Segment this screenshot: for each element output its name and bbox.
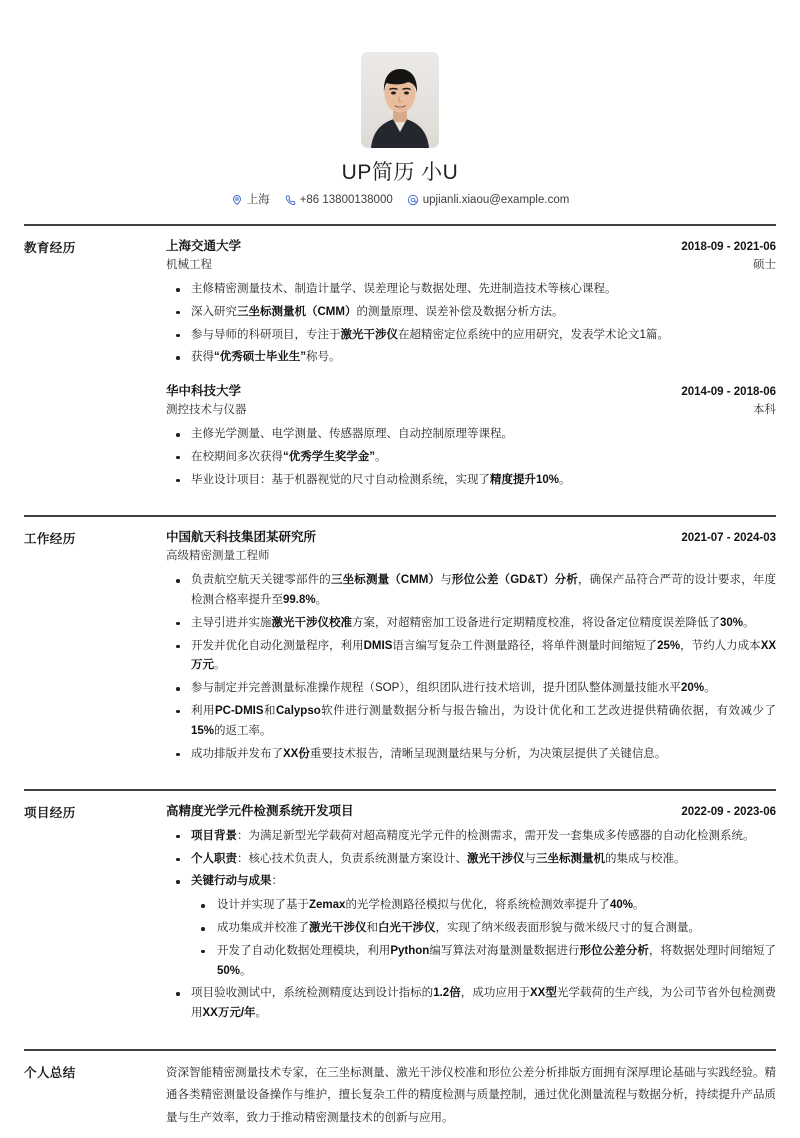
entry-title: 上海交通大学 [166, 239, 242, 254]
contact-bar [24, 194, 776, 206]
bullet-item: 毕业设计项目：基于机器视觉的尺寸自动检测系统，实现了精度提升10%。 [166, 471, 776, 491]
sub-bullet-list [191, 896, 776, 981]
contact-email [407, 194, 570, 206]
entry-subhead [166, 257, 776, 274]
entry-role: 测控技术与仪器 [166, 403, 247, 416]
entry-subhead [166, 548, 776, 565]
section-1 [24, 515, 776, 776]
entry-date: 2018-09 - 2021-06 [681, 241, 776, 254]
email-icon [407, 194, 419, 206]
location-pin-icon [231, 194, 243, 206]
bullet-item: 参与制定并完善测量标准操作规程（SOP），组织团队进行技术培训，提升团队整体测量技能水平20%。 [166, 679, 776, 699]
sub-bullet-item: 开发了自动化数据处理模块，利用Python编写算法对海量测量数据进行形位公差分析，将数据处理时间缩短了50%。 [191, 942, 776, 982]
sub-bullet-item: 设计并实现了基于Zemax的光学检测路径模拟与优化，将系统检测效率提升了40%。 [191, 896, 776, 916]
entry-title: 中国航天科技集团某研究所 [166, 530, 317, 545]
bullet-item: 获得“优秀硕士毕业生”称号。 [166, 348, 776, 368]
contact-phone-text: +86 13800138000 [299, 193, 393, 206]
entry-head [166, 237, 776, 256]
bullet-group-label: 关键行动与成果： [191, 875, 283, 888]
contact-email-text: upjianli.xiaou@example.com [422, 193, 570, 206]
avatar [361, 52, 439, 148]
bullet-item: 开发并优化自动化测量程序，利用DMIS语言编写复杂工件测量路径，将单件测量时间缩短了25%，节约人力成本XX万元。 [166, 637, 776, 677]
entry-date: 2021-07 - 2024-03 [681, 532, 776, 545]
entry-head [166, 802, 776, 821]
entry-head [166, 382, 776, 401]
entry-extra: 硕士 [753, 258, 776, 271]
contact-phone [284, 194, 393, 206]
bullet-list [166, 827, 776, 1024]
bullet-item: 主导引进并实施激光干涉仪校准方案，对超精密加工设备进行定期精度校准，将设备定位精度误差降低了30%。 [166, 614, 776, 634]
bullet-item: 主修精密测量技术、制造计量学、误差理论与数据处理、先进制造技术等核心课程。 [166, 280, 776, 300]
bullet-item: 利用PC-DMIS和Calypso软件进行测量数据分析与报告输出，为设计优化和工艺改进提供精确依据，有效减少了15%的返工率。 [166, 702, 776, 742]
bullet-item: 负责航空航天关键零部件的三坐标测量（CMM）与形位公差（GD&T）分析，确保产品符合严苛的设计要求，年度检测合格率提升至99.8%。 [166, 571, 776, 611]
entry-extra: 本科 [753, 403, 776, 416]
entry-head [166, 528, 776, 547]
contact-location-text: 上海 [246, 193, 270, 206]
entry [166, 382, 776, 490]
bullet-list [166, 425, 776, 490]
bullet-item-group [166, 872, 776, 981]
bullet-item: 主修光学测量、电学测量、传感器原理、自动控制原理等课程。 [166, 425, 776, 445]
phone-icon [284, 194, 296, 206]
section-body [166, 802, 776, 1027]
section-0 [24, 224, 776, 502]
section-3 [24, 1049, 776, 1138]
page-title: UP简历 小U [341, 161, 459, 184]
entry-role: 高级精密测量工程师 [166, 550, 270, 563]
entry-date: 2014-09 - 2018-06 [681, 386, 776, 399]
entry [166, 802, 776, 1024]
sub-bullet-item: 成功集成并校准了激光干涉仪和白光干涉仪，实现了纳米级表面形貌与微米级尺寸的复合测量。 [191, 919, 776, 939]
bullet-item: 项目背景：为满足新型光学载荷对超高精度光学元件的检测需求，需开发一套集成多传感器的自动化检测系统。 [166, 827, 776, 847]
bullet-list [166, 571, 776, 764]
entry-title: 高精度光学元件检测系统开发项目 [166, 804, 354, 819]
section-label: 个人总结 [24, 1065, 76, 1080]
bullet-item: 成功排版并发布了XX份重要技术报告，清晰呈现测量结果与分析，为决策层提供了关键信息。 [166, 745, 776, 765]
section-body [166, 528, 776, 767]
section-label: 项目经历 [24, 806, 76, 821]
section-body [166, 237, 776, 493]
bullet-item: 参与导师的科研项目，专注于激光干涉仪在超精密定位系统中的应用研究，发表学术论文1篇。 [166, 326, 776, 346]
resume-sections [24, 224, 776, 1138]
section-label: 工作经历 [24, 532, 76, 547]
entry-subhead [166, 402, 776, 419]
entry-date: 2022-09 - 2023-06 [681, 806, 776, 819]
bullet-item: 在校期间多次获得“优秀学生奖学金”。 [166, 448, 776, 468]
section-label: 教育经历 [24, 241, 76, 256]
bullet-item: 个人职责：核心技术负责人，负责系统测量方案设计、激光干涉仪与三坐标测量机的集成与校准。 [166, 850, 776, 870]
entry [166, 528, 776, 764]
resume-header [24, 0, 776, 206]
entry-title: 华中科技大学 [166, 384, 242, 399]
contact-location [231, 194, 270, 206]
bullet-item: 深入研究三坐标测量机（CMM）的测量原理、误差补偿及数据分析方法。 [166, 303, 776, 323]
summary-text: 资深智能精密测量技术专家，在三坐标测量、激光干涉仪校准和形位公差分析排版方面拥有深厚理论基础与实践经验。精通各类精密测量设备操作与维护，擅长复杂工件的精度检测与质量控制，通过优化测量流程与数据分析，持续提升产品质量与生产效率，致力于推动精密测量技术的创新与应用。 [166, 1066, 776, 1124]
section-2 [24, 789, 776, 1036]
entry [166, 237, 776, 368]
section-body [166, 1062, 776, 1129]
entry-role: 机械工程 [166, 258, 212, 271]
bullet-item: 项目验收测试中，系统检测精度达到设计指标的1.2倍，成功应用于XX型光学载荷的生产线，为公司节省外包检测费用XX万元/年。 [166, 984, 776, 1024]
bullet-list [166, 280, 776, 368]
